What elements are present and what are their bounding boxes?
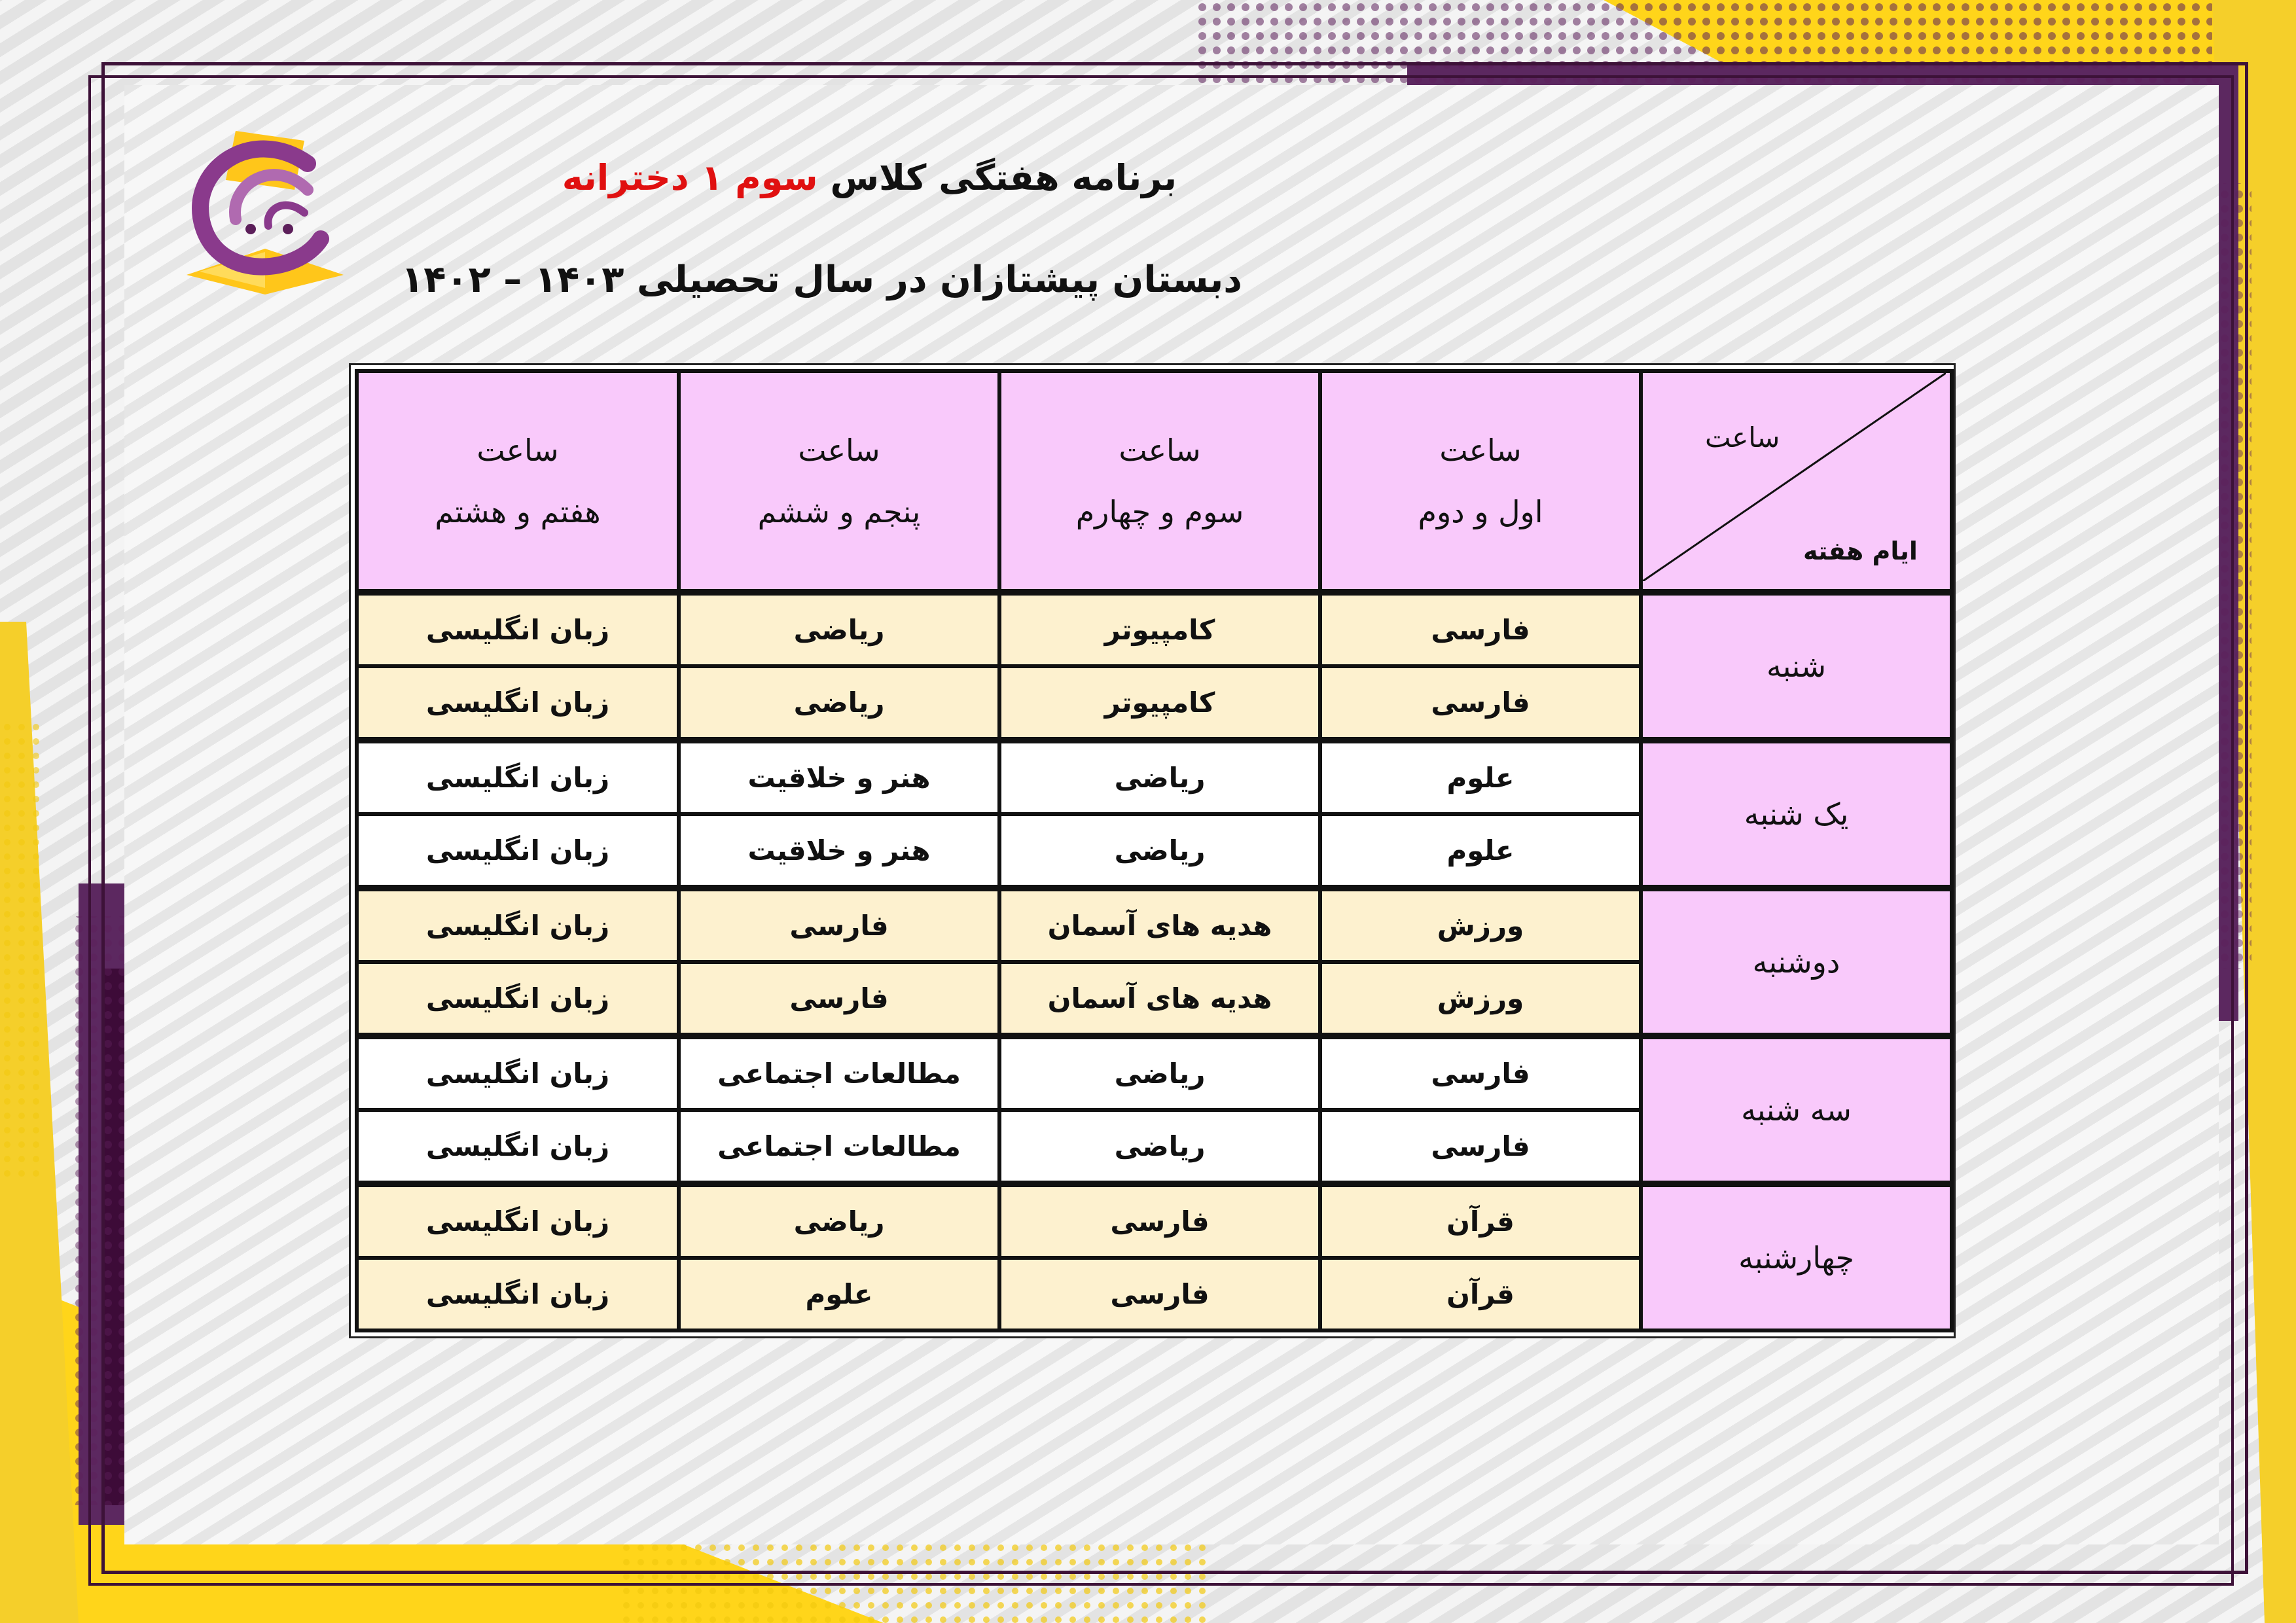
class-cell: ورزش [1320, 888, 1641, 962]
table-row [357, 1036, 1952, 1110]
class-cell: قرآن [1320, 1184, 1641, 1258]
class-cell: فارسی [1320, 1036, 1641, 1110]
class-cell: فارسی [679, 962, 999, 1036]
page-subtitle: دبستان پیشتازان در سال تحصیلی ۱۴۰۳ – ۱۴۰۲ [401, 259, 1242, 301]
class-cell: زبان انگلیسی [357, 740, 679, 814]
class-cell: هنر و خلاقیت [679, 814, 999, 888]
class-cell: زبان انگلیسی [357, 814, 679, 888]
column-header-line1: ساعت [1439, 433, 1522, 468]
class-cell: ریاضی [999, 740, 1320, 814]
class-cell: فارسی [999, 1184, 1320, 1258]
corner-hour-label: ساعت [1705, 421, 1780, 454]
class-cell: ریاضی [999, 814, 1320, 888]
header-row [357, 371, 1952, 592]
title-class-name: سوم ۱ دخترانه [562, 157, 818, 198]
class-cell: کامپیوتر [999, 592, 1320, 666]
class-cell: ریاضی [999, 1110, 1320, 1184]
day-cell-tuesday: سه شنبه [1641, 1036, 1952, 1184]
column-header-4 [357, 371, 679, 592]
table-row [357, 888, 1952, 962]
day-cell-wednesday: چهارشنبه [1641, 1184, 1952, 1330]
class-cell: هدیه های آسمان [999, 888, 1320, 962]
class-cell: ورزش [1320, 962, 1641, 1036]
class-cell: زبان انگلیسی [357, 1110, 679, 1184]
title-prefix: برنامه هفتگی کلاس [830, 157, 1177, 198]
class-cell: زبان انگلیسی [357, 888, 679, 962]
class-cell: فارسی [1320, 1110, 1641, 1184]
schedule-table-frame [349, 363, 1956, 1338]
column-header-line2: پنجم و ششم [757, 494, 921, 529]
class-cell: ریاضی [999, 1036, 1320, 1110]
school-logo [173, 111, 357, 301]
column-header-line1: ساعت [1119, 433, 1201, 468]
class-cell: زبان انگلیسی [357, 592, 679, 666]
column-header-2 [999, 371, 1320, 592]
corner-header-cell [1641, 371, 1952, 592]
class-cell: فارسی [999, 1258, 1320, 1330]
class-cell: مطالعات اجتماعی [679, 1110, 999, 1184]
class-cell: علوم [1320, 740, 1641, 814]
class-cell: زبان انگلیسی [357, 1258, 679, 1330]
table-row [357, 592, 1952, 666]
column-header-line2: سوم و چهارم [1075, 494, 1244, 529]
class-cell: هدیه های آسمان [999, 962, 1320, 1036]
class-cell: کامپیوتر [999, 666, 1320, 740]
class-cell: قرآن [1320, 1258, 1641, 1330]
column-header-line2: اول و دوم [1418, 494, 1543, 529]
class-cell: ریاضی [679, 1184, 999, 1258]
class-cell: فارسی [679, 888, 999, 962]
class-cell: فارسی [1320, 592, 1641, 666]
corner-days-label: ایام هفته [1803, 537, 1918, 565]
class-cell: ریاضی [679, 666, 999, 740]
class-cell: هنر و خلاقیت [679, 740, 999, 814]
class-cell: زبان انگلیسی [357, 962, 679, 1036]
class-cell: فارسی [1320, 666, 1641, 740]
class-cell: مطالعات اجتماعی [679, 1036, 999, 1110]
table-row [357, 740, 1952, 814]
column-header-line1: ساعت [476, 433, 559, 468]
page-title [562, 157, 1177, 198]
class-cell: زبان انگلیسی [357, 1184, 679, 1258]
class-cell: زبان انگلیسی [357, 666, 679, 740]
class-cell: ریاضی [679, 592, 999, 666]
table-row [357, 1184, 1952, 1258]
class-cell: علوم [679, 1258, 999, 1330]
day-cell-monday: دوشنبه [1641, 888, 1952, 1036]
column-header-1 [1320, 371, 1641, 592]
column-header-3 [679, 371, 999, 592]
day-cell-saturday: شنبه [1641, 592, 1952, 740]
day-cell-sunday: یک شنبه [1641, 740, 1952, 888]
class-cell: زبان انگلیسی [357, 1036, 679, 1110]
column-header-line2: هفتم و هشتم [435, 494, 601, 529]
schedule-table [355, 369, 1954, 1332]
class-cell: علوم [1320, 814, 1641, 888]
column-header-line1: ساعت [798, 433, 880, 468]
